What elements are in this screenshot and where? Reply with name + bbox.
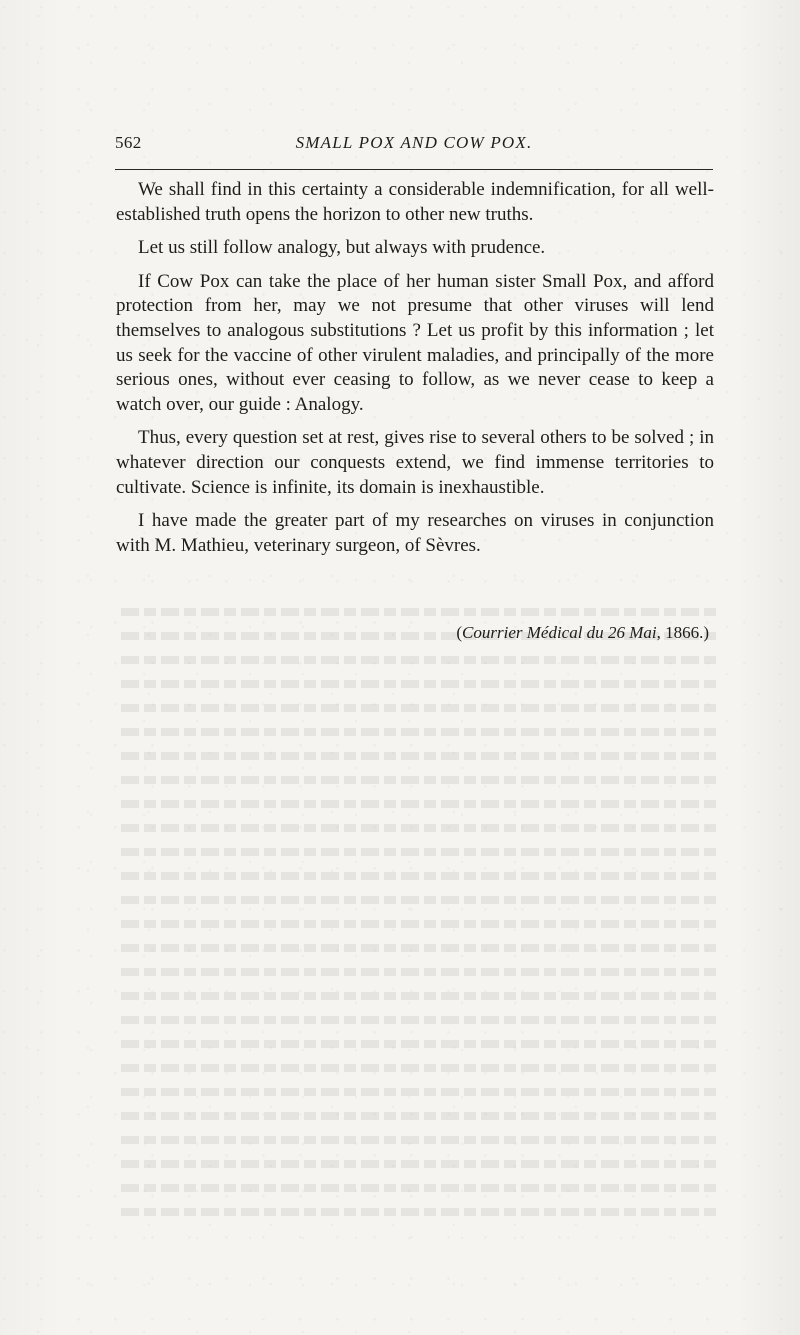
bleed-line	[116, 1008, 716, 1032]
page-header	[115, 133, 713, 170]
citation-source: Courrier Médical du	[462, 623, 604, 642]
page-number: 562	[115, 133, 142, 152]
citation-day: 26	[607, 623, 625, 642]
bleed-line	[116, 744, 716, 768]
bleed-line	[116, 696, 716, 720]
bleed-line	[116, 816, 716, 840]
bleed-through-texture	[116, 600, 716, 1250]
bleed-line	[116, 912, 716, 936]
bleed-line	[116, 720, 716, 744]
bleed-line	[116, 1080, 716, 1104]
bleed-line	[116, 1056, 716, 1080]
paragraph-cow-pox-protection: If Cow Pox can take the place of her human sister Small Pox, and afford protection from her, may we not presume that other viruses will lend themselves to analogous substitutions ? Let us profit by this information ; let us seek for the vaccine of other virulent maladies, and principally of the more serious ones, without ever ceasing to follow, as we never cease to keep a watch over, our guide : Analogy.	[116, 270, 714, 415]
citation-open-paren: (	[456, 623, 463, 642]
bleed-line	[116, 672, 716, 696]
running-head: SMALL POX AND COW POX.	[295, 133, 533, 152]
paragraph-researches: I have made the greater part of my researches on viruses in conjunction with M. Mathieu, veterinary surgeon, of Sèvres.	[116, 510, 714, 556]
citation-year: 1866.	[665, 623, 704, 642]
bleed-line	[116, 984, 716, 1008]
bleed-line	[116, 840, 716, 864]
bleed-line	[116, 960, 716, 984]
citation-close-paren: )	[703, 623, 709, 642]
paragraph-indemnification: We shall find in this certainty a considerable indemnification, for all well-established truth opens the horizon to other new truths.	[116, 179, 714, 225]
paragraph-science-infinite: Thus, every question set at rest, gives rise to several others to be solved ; in whatever direction our conquests extend, we find immense territories to cultivate. Science is infinite, its domain is inexhaustible.	[116, 427, 714, 498]
bleed-line	[116, 936, 716, 960]
bleed-line	[116, 1032, 716, 1056]
bleed-line	[116, 792, 716, 816]
body-text	[116, 178, 714, 567]
paragraph-analogy: Let us still follow analogy, but always with prudence.	[138, 237, 546, 259]
bleed-line	[116, 888, 716, 912]
citation-month: Mai	[629, 623, 657, 642]
bleed-line	[116, 1104, 716, 1128]
bleed-line	[116, 864, 716, 888]
bleed-line	[116, 1152, 716, 1176]
bleed-line	[116, 648, 716, 672]
citation-comma: ,	[656, 623, 661, 642]
bleed-line	[116, 1176, 716, 1200]
bleed-line	[116, 1128, 716, 1152]
bleed-line	[116, 600, 716, 624]
citation	[116, 622, 709, 644]
bleed-line	[116, 768, 716, 792]
bleed-line	[116, 1200, 716, 1224]
